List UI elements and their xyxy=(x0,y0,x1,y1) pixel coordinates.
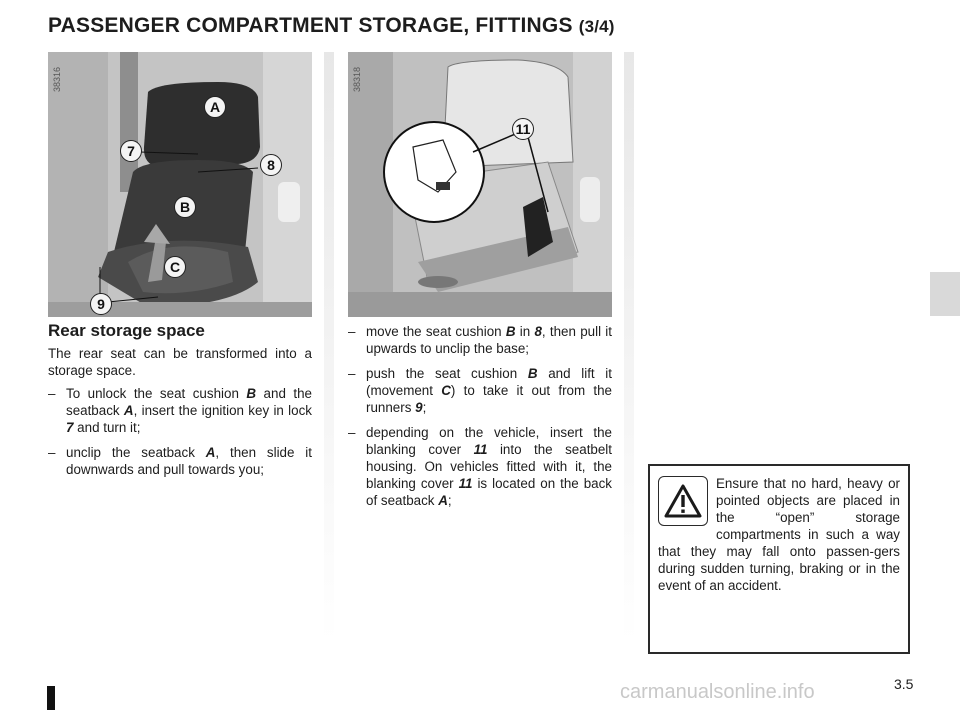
callout-11: 11 xyxy=(512,118,534,140)
rear-seat-illustration xyxy=(48,52,312,317)
warning-text: Ensure that no hard, heavy or pointed objects are placed in the “open” storage compartments in such a way that they may fall onto passen-gers during sudden turning, braking or in the event of an accident. xyxy=(658,476,900,593)
instruction-item: – depending on the vehicle, insert the blanking cover 11 into the seatbelt housing. On vehicles fitted with it, the blanking cover 11 is located on the back of seatback A; xyxy=(348,425,612,508)
watermark: carmanualsonline.info xyxy=(620,681,815,703)
warning-box xyxy=(648,464,910,654)
column-divider xyxy=(624,52,634,642)
instruction-item: – push the seat cushion B and lift it (movement C) to take it out from the runners 9; xyxy=(348,366,613,415)
figure-ref-number: 38318 xyxy=(352,66,362,92)
title-part: (3/4) xyxy=(578,17,615,36)
callout-C: C xyxy=(164,256,186,278)
callout-B: B xyxy=(174,196,196,218)
title-main: PASSENGER COMPARTMENT STORAGE, FITTINGS xyxy=(48,14,573,37)
callout-A: A xyxy=(204,96,226,118)
column-divider xyxy=(324,52,334,642)
callout-7: 7 xyxy=(120,140,142,162)
page-number: 3.5 xyxy=(894,676,914,692)
callout-9: 9 xyxy=(90,293,112,315)
section-tab xyxy=(930,272,960,316)
callout-8: 8 xyxy=(260,154,282,176)
section-heading: Rear storage space xyxy=(48,321,205,340)
figure-rear-seat xyxy=(48,52,312,317)
left-text-column xyxy=(48,322,312,486)
instruction-item: – move the seat cushion B in 8, then pull it upwards to unclip the base; xyxy=(348,324,612,356)
intro-paragraph: The rear seat can be transformed into a storage space. xyxy=(48,346,312,378)
figure-ref-number: 38316 xyxy=(52,66,62,92)
corner-mark xyxy=(47,686,55,710)
figure-storage-open xyxy=(348,52,612,317)
instruction-item: – To unlock the seat cushion B and the seatback A, insert the ignition key in lock 7 and turn it; xyxy=(48,386,312,435)
page-title xyxy=(48,14,615,38)
middle-text-column xyxy=(348,323,612,517)
storage-open-illustration xyxy=(348,52,612,317)
instruction-item: – unclip the seatback A, then slide it downwards and pull towards you; xyxy=(48,445,312,477)
